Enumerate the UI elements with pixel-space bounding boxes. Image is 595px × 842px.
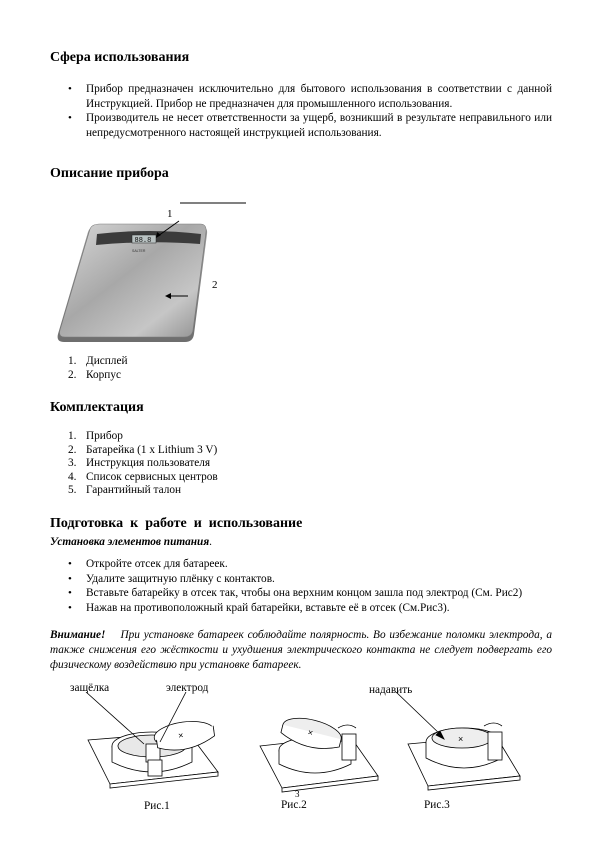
section-title-preparation: Подготовка к работе и использование [50, 516, 303, 531]
list-item: • Откройте отсек для батареек. [50, 557, 560, 572]
figure-2 [260, 713, 378, 792]
caption-fig-1: Рис.1 [144, 800, 170, 812]
list-item: 1. Прибор [68, 430, 123, 442]
svg-text:×: × [306, 727, 315, 739]
usage-list [50, 82, 552, 140]
list-item: 3. Инструкция пользователя [68, 457, 211, 469]
subsection-title: Установка элементов питания [50, 536, 210, 548]
page-number: 3 [295, 789, 300, 799]
list-item: 2. Батарейка (1 x Lithium 3 V) [68, 443, 218, 456]
warning-text: При установке батареек соблюдайте полярность. Во избежание поломки электрода, а также снижения его жёсткости и ухудшения электрического контакта не следует подвергать его физическому воздействию при установке батареек. [50, 629, 553, 671]
figure-1 [86, 692, 218, 788]
parts-list [68, 355, 128, 382]
label-electrode: электрод [166, 682, 209, 694]
section-title-contents: Комплектация [50, 400, 144, 415]
list-item: 4. Список сервисных центров [68, 470, 218, 483]
list-item: 5. Гарантийный талон [68, 484, 182, 496]
scale-illustration [50, 196, 290, 346]
display-reading: 88.8 [134, 237, 152, 245]
list-item: • Прибор предназначен исключительно для бытового использования в соответствии с данной Инструкцией. Прибор не предназначен для промышленного использования. [50, 82, 552, 111]
callout-1: 1 [167, 208, 173, 220]
figure-3 [396, 692, 520, 790]
svg-text:×: × [458, 734, 464, 744]
label-press: надавить [369, 684, 413, 696]
subsection-title-end: . [209, 536, 212, 548]
contents-list [68, 430, 218, 498]
list-item: 2. Корпус [68, 368, 121, 381]
svg-text:×: × [177, 730, 185, 741]
warning-note [50, 628, 552, 673]
warning-label: Внимание! [50, 629, 106, 641]
label-latch: защёлка [70, 682, 110, 694]
list-item: • Производитель не несет ответственности за ущерб, возникший в результате неправильного или непредусмотренного настоящей инструкцией использования. [50, 111, 552, 140]
caption-fig-2: Рис.2 [281, 799, 307, 811]
list-item: • Нажав на противоположный край батарейки, вставьте её в отсек (См.Рис3). [50, 601, 560, 616]
section-title-usage: Сфера использования [50, 50, 190, 65]
battery-figures [60, 692, 570, 802]
subsection-battery [50, 535, 212, 550]
list-item: • Вставьте батарейку в отсек так, чтобы она верхним концом зашла под электрод (См. Рис2) [50, 586, 560, 601]
brand-logo: SALTER [132, 249, 146, 253]
list-item: • Удалите защитную плёнку с контактов. [50, 572, 560, 587]
callout-2: 2 [212, 279, 218, 291]
caption-fig-3: Рис.3 [424, 799, 450, 811]
section-title-description: Описание прибора [50, 166, 169, 181]
preparation-list [50, 557, 560, 615]
list-item: 1. Дисплей [68, 355, 128, 367]
